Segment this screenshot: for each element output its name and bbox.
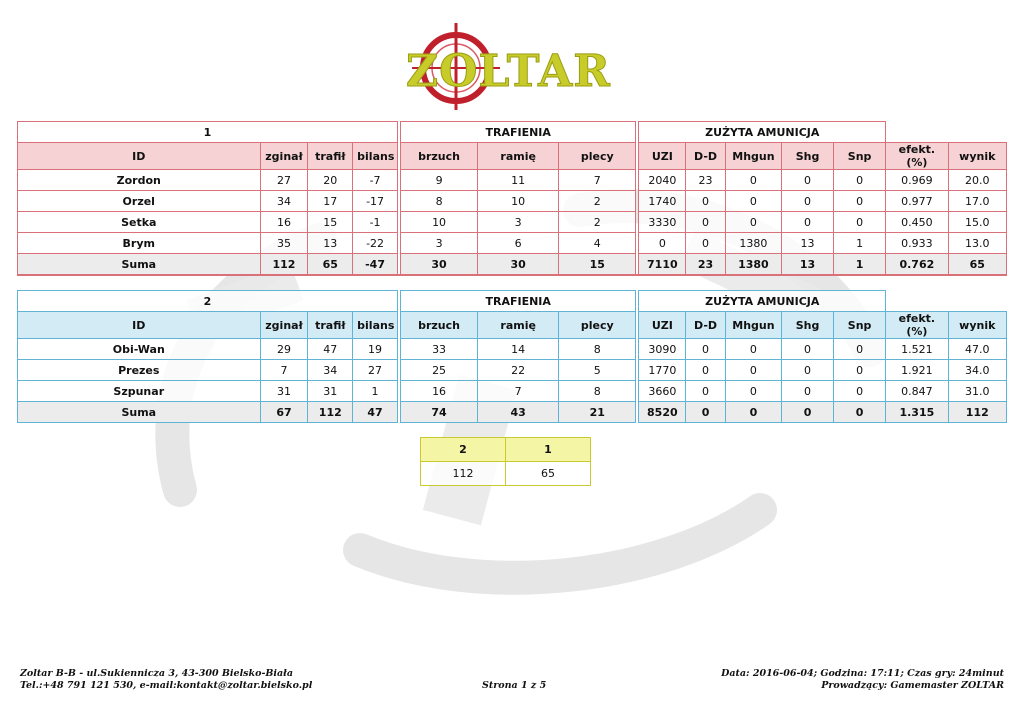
cell-uzi: 8520 (639, 402, 686, 423)
cell-bilans: 47 (353, 402, 398, 423)
table-row (18, 360, 1007, 381)
cell-plecy: 7 (559, 170, 636, 191)
cell-zgina: 29 (260, 339, 308, 360)
cell-uzi: 2040 (639, 170, 686, 191)
cell-bilans: -7 (353, 170, 398, 191)
cell-mhgun: 0 (725, 381, 781, 402)
cell-efekt: efekt.(%) (886, 312, 948, 339)
cell-shg: 13 (782, 233, 834, 254)
summary-team-score: 65 (506, 462, 591, 486)
cell-wynik: 13.0 (948, 233, 1006, 254)
cell-uzi: 0 (639, 233, 686, 254)
table-row (18, 381, 1007, 402)
table-row (18, 170, 1007, 191)
cell-snp: 0 (834, 191, 886, 212)
cell-snp: 0 (834, 402, 886, 423)
cell-shg: Shg (782, 312, 834, 339)
cell-rami: 22 (478, 360, 559, 381)
cell-shg: 0 (782, 381, 834, 402)
cell-zgina: 112 (260, 254, 308, 276)
team1-ammo-group: ZUŻYTA AMUNICJA (639, 122, 886, 143)
cell-rami: 3 (478, 212, 559, 233)
cell-efekt: 0.933 (886, 233, 948, 254)
cell-id: ID (18, 143, 261, 170)
cell-trafi: 47 (308, 339, 353, 360)
cell-shg: 0 (782, 191, 834, 212)
cell-efekt: 0.969 (886, 170, 948, 191)
zoltar-logo (400, 18, 620, 110)
cell-snp: 0 (834, 381, 886, 402)
cell-zgina: zginał (260, 312, 308, 339)
cell-d-d: 0 (686, 360, 726, 381)
team1-name: 1 (18, 122, 398, 143)
cell-efekt: 1.315 (886, 402, 948, 423)
cell-wynik: wynik (948, 312, 1006, 339)
cell-trafi: trafił (308, 143, 353, 170)
cell-mhgun: Mhgun (725, 312, 781, 339)
cell-plecy: 5 (559, 360, 636, 381)
cell-id: Orzel (18, 191, 261, 212)
cell-snp: Snp (834, 143, 886, 170)
cell-id: Suma (18, 254, 261, 276)
cell-id: ID (18, 312, 261, 339)
cell-snp: 0 (834, 170, 886, 191)
cell-wynik: 17.0 (948, 191, 1006, 212)
cell-id: Setka (18, 212, 261, 233)
summary-team-header: 2 (421, 438, 506, 462)
cell-zgina: 7 (260, 360, 308, 381)
cell-efekt: 0.847 (886, 381, 948, 402)
cell-id: Brym (18, 233, 261, 254)
cell-snp: 1 (834, 254, 886, 276)
cell-wynik: 65 (948, 254, 1006, 276)
table-sum-row (18, 254, 1007, 276)
cell-mhgun: 0 (725, 212, 781, 233)
cell-plecy: plecy (559, 312, 636, 339)
cell-rami: 43 (478, 402, 559, 423)
cell-bilans: 19 (353, 339, 398, 360)
cell-trafi: 34 (308, 360, 353, 381)
cell-d-d: 0 (686, 339, 726, 360)
cell-rami: 10 (478, 191, 559, 212)
footer-page-number: Strona 1 z 5 (482, 680, 547, 691)
table-sum-row (18, 402, 1007, 423)
cell-zgina: 67 (260, 402, 308, 423)
cell-zgina: 27 (260, 170, 308, 191)
cell-wynik: 112 (948, 402, 1006, 423)
cell-snp: 0 (834, 360, 886, 381)
cell-d-d: 23 (686, 170, 726, 191)
cell-trafi: 13 (308, 233, 353, 254)
cell-wynik: 15.0 (948, 212, 1006, 233)
cell-trafi: 112 (308, 402, 353, 423)
cell-mhgun: 0 (725, 339, 781, 360)
cell-d-d: 0 (686, 233, 726, 254)
cell-zgina: zginał (260, 143, 308, 170)
cell-rami: ramię (478, 312, 559, 339)
cell-id: Prezes (18, 360, 261, 381)
cell-d-d: 23 (686, 254, 726, 276)
cell-bilans: bilans (353, 143, 398, 170)
cell-d-d: 0 (686, 402, 726, 423)
team2-table (17, 290, 1007, 423)
cell-zgina: 31 (260, 381, 308, 402)
cell-mhgun: 1380 (725, 233, 781, 254)
cell-uzi: UZI (639, 312, 686, 339)
cell-wynik: 47.0 (948, 339, 1006, 360)
footer-contact: Tel.:+48 791 121 530, e-mail:kontakt@zoltar.bielsko.pl (20, 680, 313, 691)
cell-wynik: 31.0 (948, 381, 1006, 402)
cell-brzuch: 25 (401, 360, 478, 381)
team2-hits-group: TRAFIENIA (401, 291, 636, 312)
footer-host: Prowadzący: Gamemaster ZOLTAR (821, 680, 1004, 691)
cell-d-d: D-D (686, 143, 726, 170)
cell-rami: 7 (478, 381, 559, 402)
cell-trafi: 17 (308, 191, 353, 212)
summary-team-header: 1 (506, 438, 591, 462)
cell-wynik: wynik (948, 143, 1006, 170)
cell-mhgun: 0 (725, 191, 781, 212)
cell-efekt: 1.921 (886, 360, 948, 381)
cell-snp: 0 (834, 212, 886, 233)
score-summary-table (420, 437, 591, 486)
cell-brzuch: 3 (401, 233, 478, 254)
cell-snp: 0 (834, 339, 886, 360)
cell-plecy: 8 (559, 381, 636, 402)
cell-bilans: -1 (353, 212, 398, 233)
team2-ammo-group: ZUŻYTA AMUNICJA (639, 291, 886, 312)
cell-brzuch: 8 (401, 191, 478, 212)
cell-snp: 1 (834, 233, 886, 254)
cell-brzuch: 30 (401, 254, 478, 276)
cell-efekt: 0.977 (886, 191, 948, 212)
cell-uzi: UZI (639, 143, 686, 170)
footer-date: Data: 2016-06-04; Godzina: 17:11; Czas gry: 24minut (721, 668, 1004, 679)
cell-id: Zordon (18, 170, 261, 191)
cell-bilans: 27 (353, 360, 398, 381)
cell-shg: 0 (782, 360, 834, 381)
summary-team-score: 112 (421, 462, 506, 486)
cell-zgina: 16 (260, 212, 308, 233)
logo-text: ZOLTAR (406, 46, 611, 97)
cell-brzuch: brzuch (401, 143, 478, 170)
cell-bilans: -22 (353, 233, 398, 254)
table-row (18, 212, 1007, 233)
cell-zgina: 35 (260, 233, 308, 254)
table-row (18, 339, 1007, 360)
table-row (18, 191, 1007, 212)
cell-uzi: 7110 (639, 254, 686, 276)
cell-efekt: 0.762 (886, 254, 948, 276)
cell-mhgun: 1380 (725, 254, 781, 276)
cell-brzuch: 10 (401, 212, 478, 233)
cell-trafi: 15 (308, 212, 353, 233)
cell-efekt: 1.521 (886, 339, 948, 360)
cell-rami: 30 (478, 254, 559, 276)
cell-rami: 6 (478, 233, 559, 254)
cell-snp: Snp (834, 312, 886, 339)
cell-mhgun: 0 (725, 402, 781, 423)
cell-mhgun: 0 (725, 170, 781, 191)
cell-plecy: 4 (559, 233, 636, 254)
cell-bilans: -17 (353, 191, 398, 212)
cell-uzi: 3330 (639, 212, 686, 233)
cell-plecy: 2 (559, 191, 636, 212)
cell-uzi: 3660 (639, 381, 686, 402)
cell-id: Suma (18, 402, 261, 423)
cell-brzuch: 74 (401, 402, 478, 423)
cell-wynik: 20.0 (948, 170, 1006, 191)
cell-id: Obi-Wan (18, 339, 261, 360)
cell-d-d: 0 (686, 381, 726, 402)
team1-hits-group: TRAFIENIA (401, 122, 636, 143)
table-header-row (18, 312, 1007, 339)
cell-plecy: plecy (559, 143, 636, 170)
cell-rami: ramię (478, 143, 559, 170)
cell-shg: 13 (782, 254, 834, 276)
table-row (18, 233, 1007, 254)
cell-wynik: 34.0 (948, 360, 1006, 381)
cell-uzi: 1770 (639, 360, 686, 381)
team1-table (17, 121, 1007, 276)
cell-brzuch: 33 (401, 339, 478, 360)
cell-trafi: 65 (308, 254, 353, 276)
cell-trafi: 31 (308, 381, 353, 402)
cell-brzuch: 9 (401, 170, 478, 191)
cell-shg: 0 (782, 402, 834, 423)
cell-bilans: -47 (353, 254, 398, 276)
table-header-row (18, 143, 1007, 170)
cell-id: Szpunar (18, 381, 261, 402)
cell-d-d: D-D (686, 312, 726, 339)
cell-zgina: 34 (260, 191, 308, 212)
cell-uzi: 3090 (639, 339, 686, 360)
cell-plecy: 21 (559, 402, 636, 423)
cell-plecy: 15 (559, 254, 636, 276)
cell-shg: 0 (782, 212, 834, 233)
cell-shg: 0 (782, 170, 834, 191)
cell-trafi: trafił (308, 312, 353, 339)
team2-name: 2 (18, 291, 398, 312)
cell-d-d: 0 (686, 212, 726, 233)
cell-brzuch: 16 (401, 381, 478, 402)
cell-bilans: 1 (353, 381, 398, 402)
cell-trafi: 20 (308, 170, 353, 191)
cell-bilans: bilans (353, 312, 398, 339)
cell-plecy: 8 (559, 339, 636, 360)
footer-address: Zoltar B-B - ul.Sukiennicza 3, 43-300 Bielsko-Biała (20, 668, 293, 679)
cell-mhgun: Mhgun (725, 143, 781, 170)
cell-uzi: 1740 (639, 191, 686, 212)
cell-brzuch: brzuch (401, 312, 478, 339)
cell-d-d: 0 (686, 191, 726, 212)
cell-shg: 0 (782, 339, 834, 360)
cell-rami: 14 (478, 339, 559, 360)
cell-rami: 11 (478, 170, 559, 191)
cell-shg: Shg (782, 143, 834, 170)
cell-plecy: 2 (559, 212, 636, 233)
cell-mhgun: 0 (725, 360, 781, 381)
cell-efekt: efekt.(%) (886, 143, 948, 170)
cell-efekt: 0.450 (886, 212, 948, 233)
